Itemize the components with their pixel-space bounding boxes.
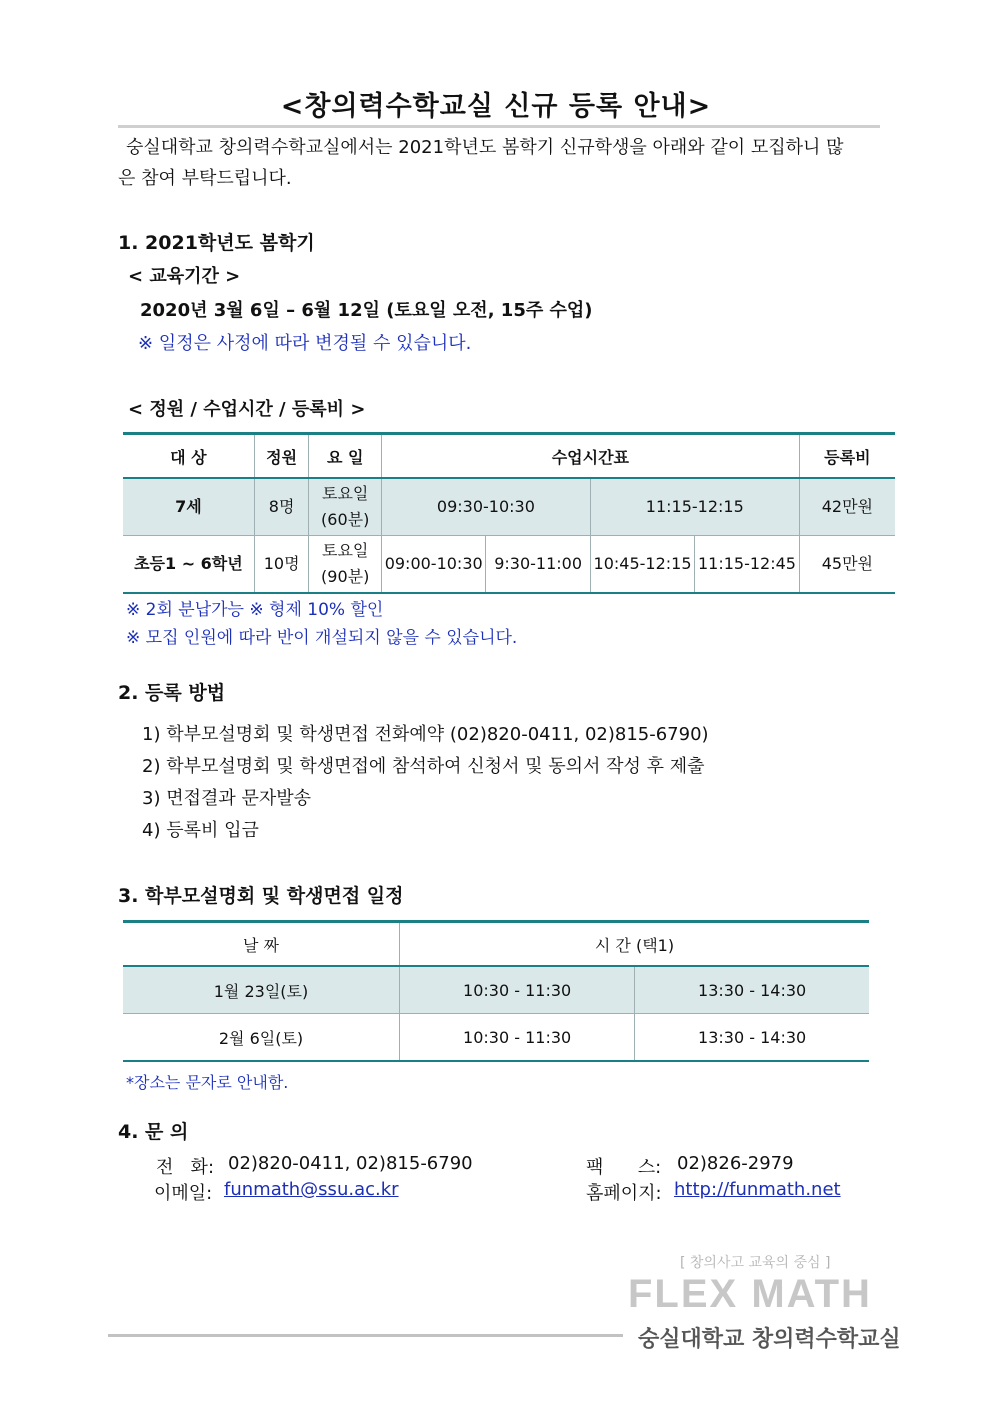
period-label: < 교육기간 > [128,266,241,287]
title-divider [118,125,880,128]
fax-label: 팩 스: [586,1157,662,1178]
row-capacity: 8명 [254,478,309,536]
interview-schedule-table [123,920,869,1062]
fax-value: 02)826-2979 [677,1153,794,1174]
row-time: 09:00-10:30 [381,536,485,594]
period-text: 2020년 3월 6일 – 6월 12일 (토요일 오전, 15주 수업) [140,300,593,321]
row-time: 9:30-11:00 [486,536,590,594]
header-target: 대 상 [123,434,254,479]
row-target: 초등1 ~ 6학년 [134,554,243,573]
footer-divider [108,1334,623,1337]
table-row [123,966,869,1014]
logo-org-name: 숭실대학교 창의력수학교실 [638,1327,901,1352]
email-link[interactable]: funmath@ssu.ac.kr [224,1179,399,1200]
section4-heading: 4. 문 의 [118,1121,189,1143]
page-title: <창의력수학교실 신규 등록 안내> [280,91,712,122]
table-label: < 정원 / 수업시간 / 등록비 > [128,399,366,420]
homepage-label: 홈페이지: [586,1183,662,1204]
row-date: 1월 23일(토) [123,966,400,1014]
discount-note: ※ 2회 분납가능 ※ 형제 10% 할인 [126,600,384,620]
period-note: ※ 일정은 사정에 따라 변경될 수 있습니다. [138,333,472,354]
class-schedule-table [123,432,895,594]
row-day: 토요일 (60분) [309,478,382,536]
email-label: 이메일: [154,1183,213,1204]
row-time: 13:30 - 14:30 [635,1014,869,1062]
row-time: 09:30-10:30 [381,478,590,536]
phone-label: 전 화: [156,1157,215,1178]
section3-heading: 3. 학부모설명회 및 학생면접 일정 [118,885,404,907]
list-item: 1) 학부모설명회 및 학생면접 전화예약 (02)820-0411, 02)815-6790) [142,724,709,745]
row-capacity: 10명 [254,536,309,594]
section2-heading: 2. 등록 방법 [118,682,226,704]
header-day: 요 일 [309,434,382,479]
row-time: 10:45-12:15 [590,536,694,594]
section1-heading: 1. 2021학년도 봄학기 [118,232,315,254]
venue-note: *장소는 문자로 안내함. [126,1073,289,1092]
row-fee: 42만원 [799,478,895,536]
row-date: 2월 6일(토) [218,1028,304,1048]
row-time: 10:30 - 11:30 [400,1014,635,1062]
logo-brand: FLEX MATH [628,1272,872,1316]
row-time: 13:30 - 14:30 [635,966,869,1014]
class-note: ※ 모집 인원에 따라 반이 개설되지 않을 수 있습니다. [126,628,518,648]
homepage-link[interactable]: http://funmath.net [674,1179,841,1200]
list-item: 3) 면접결과 문자발송 [142,788,312,809]
header-capacity: 정원 [254,434,309,479]
header-fee: 등록비 [799,434,895,479]
logo-tagline: [ 창의사고 교육의 중심 ] [680,1255,831,1271]
header-date: 날 짜 [123,922,400,967]
table-row [123,478,895,536]
header-timetable: 수업시간표 [381,434,799,479]
row-time: 11:15-12:45 [695,536,799,594]
row-time: 10:30 - 11:30 [400,966,635,1014]
row-target: 7세 [123,478,254,536]
phone-value: 02)820-0411, 02)815-6790 [228,1153,473,1174]
row-fee: 45만원 [799,536,895,594]
row-time: 11:15-12:15 [590,478,799,536]
list-item: 2) 학부모설명회 및 학생면접에 참석하여 신청서 및 동의서 작성 후 제출 [142,756,705,777]
list-item: 4) 등록비 입금 [142,820,259,841]
header-time: 시 간 (택1) [400,922,870,967]
row-day: 토요일 (90분) [309,536,382,594]
table-row [123,536,895,594]
intro-text: 숭실대학교 창의력수학교실에서는 2021학년도 봄학기 신규학생을 아래와 같이 모집하니 많은 참여 부탁드립니다. [118,137,844,189]
table-row [123,1014,869,1062]
